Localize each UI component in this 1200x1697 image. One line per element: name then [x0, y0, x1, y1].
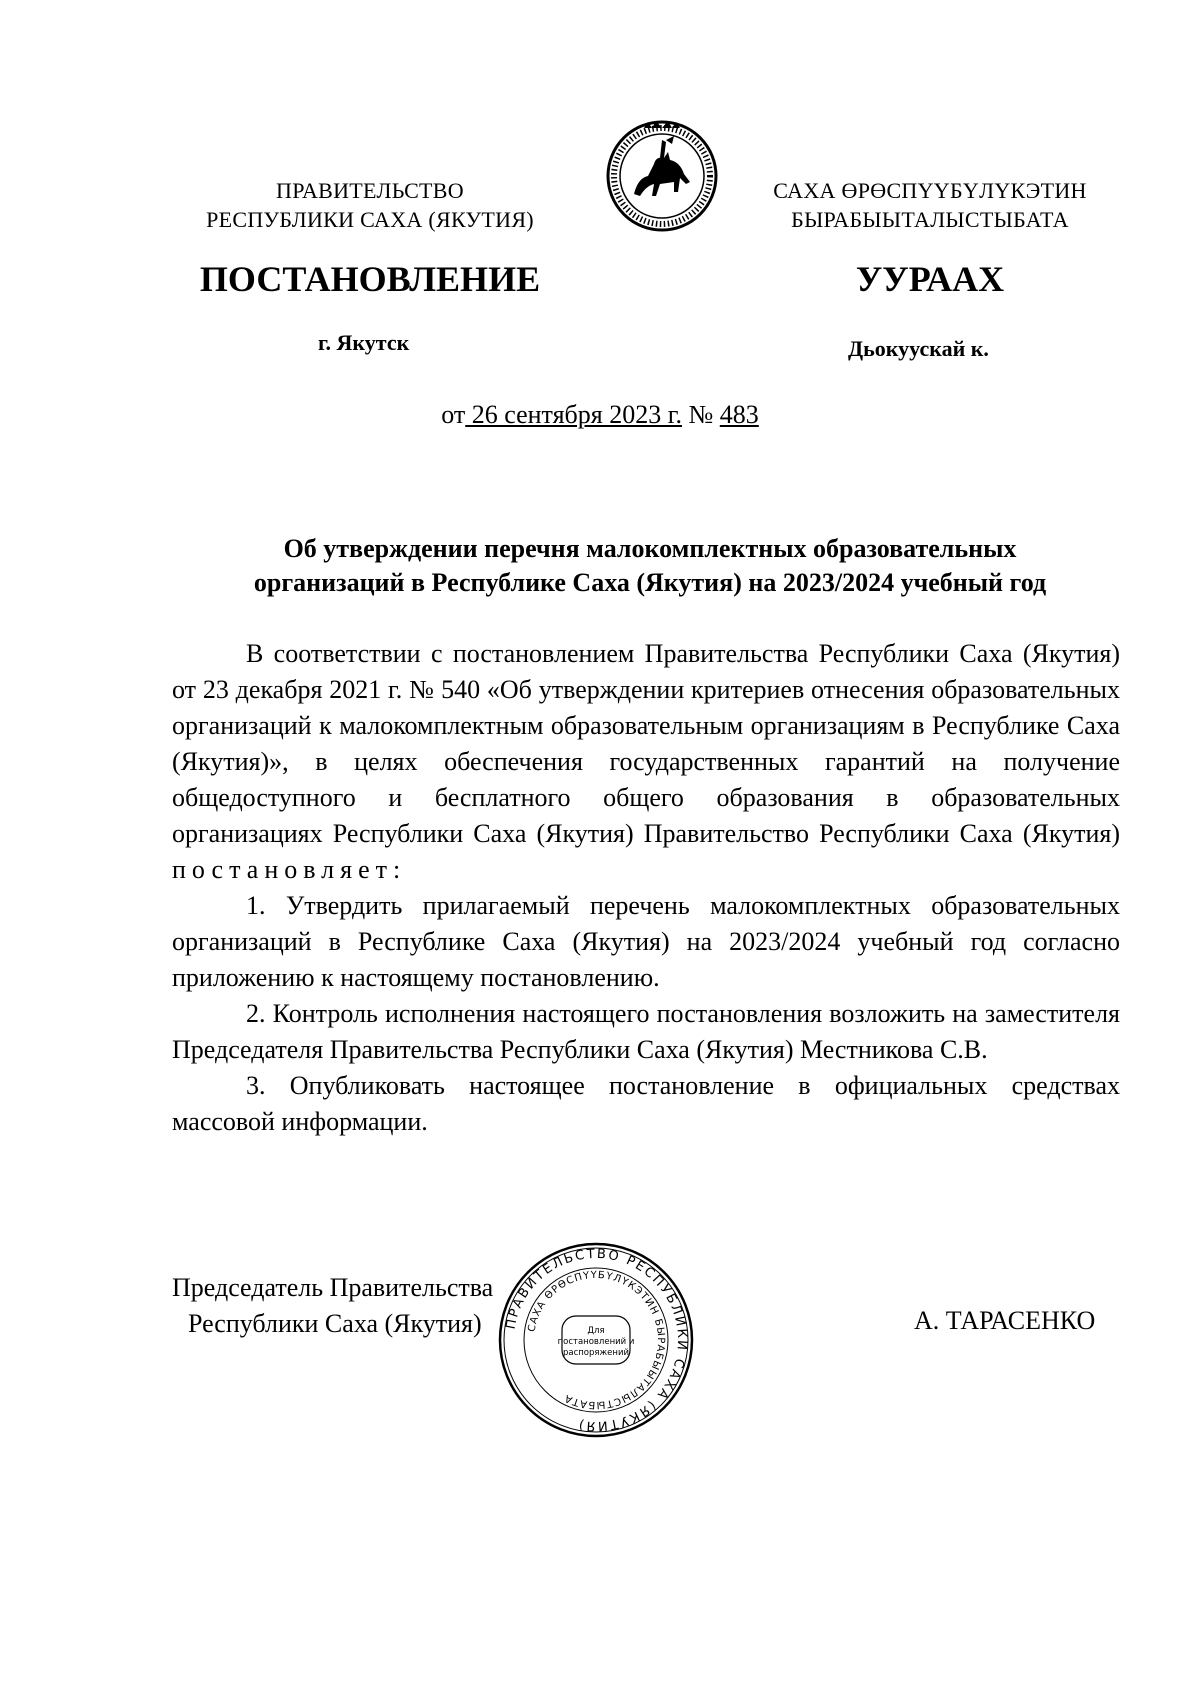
city-right: Дьокуускай к.	[848, 336, 989, 361]
official-stamp	[496, 1240, 696, 1440]
document-dateline	[0, 400, 1200, 430]
signer-position-line1: Председатель Правительства	[172, 1273, 494, 1302]
stamp-center-line1: Для	[587, 1326, 605, 1336]
stamp-center-line3: распоряжений	[562, 1348, 630, 1358]
title-line1: Об утверждении перечня малокомплектных образовательных	[283, 534, 1017, 563]
city-left: г. Якутск	[318, 330, 410, 355]
signer-position-line2: Республики Саха (Якутия)	[188, 1309, 482, 1338]
header-left-line2: РЕСПУБЛИКИ САХА (ЯКУТИЯ)	[206, 207, 534, 232]
document-body	[172, 636, 1120, 1140]
stamp-center-line2: постановлений и	[557, 1337, 635, 1347]
header-left	[170, 176, 570, 234]
stamp-outer-text: ПРАВИТЕЛЬСТВО РЕСПУБЛИКИ САХА (ЯКУТИЯ)	[503, 1246, 690, 1434]
intro-text: В соответствии с постановлением Правительства Республики Саха (Якутия) от 23 декабря 2021 г. № 540 «Об утверждении критериев отнесения образовательных организаций к малокомплектным образовательным организациям в Республике Саха (Якутия)», в целях обеспечения государственных гарантий на получение общедоступного и бесплатного общего образования в образовательных организациях Республики Саха (Якутия) Правительство Республики Саха (Якутия)	[172, 639, 1120, 848]
item-1: 1. Утвердить прилагаемый перечень малокомплектных образовательных организаций в Республике Саха (Якутия) на 2023/2024 учебный год согласно приложению к настоящему постановлению.	[172, 891, 1120, 992]
item-3: 3. Опубликовать настоящее постановление в официальных средствах массовой информации.	[172, 1071, 1120, 1136]
doc-type-left: ПОСТАНОВЛЕНИЕ	[199, 259, 541, 299]
signer-position	[172, 1270, 493, 1342]
date-prefix: от	[441, 400, 466, 429]
header-right	[740, 176, 1120, 234]
number-sign: №	[681, 400, 720, 429]
item-2: 2. Контроль исполнения настоящего постановления возложить на заместителя Председателя Правительства Республики Саха (Якутия) Местникова С.В.	[172, 999, 1120, 1064]
stamp-inner-text: САХА ӨРӨСПҮҮБҮЛҮКЭТИН БЫРАБЫЫТАЛЫСТЫБАТА	[526, 1269, 667, 1411]
doc-type-right: УУРААХ	[855, 259, 1005, 299]
document-number: 483	[719, 400, 759, 429]
signer-name: А. ТАРАСЕНКО	[914, 1306, 1096, 1335]
republic-emblem-icon	[604, 118, 720, 234]
header-right-line1: САХА ӨРӨСПҮҮБҮЛҮКЭТИН	[773, 178, 1087, 203]
resolves-word: постановляет:	[172, 855, 407, 884]
header-right-line2: БЫРАБЫЫТАЛЫСТЫБАТА	[791, 207, 1069, 232]
intro-paragraph	[172, 636, 1120, 888]
title-line2: организаций в Республике Саха (Якутия) на 2023/2024 учебный год	[253, 568, 1047, 597]
document-date: 26 сентября 2023 г.	[465, 400, 682, 429]
document-title	[170, 532, 1130, 600]
header-left-line1: ПРАВИТЕЛЬСТВО	[276, 178, 464, 203]
